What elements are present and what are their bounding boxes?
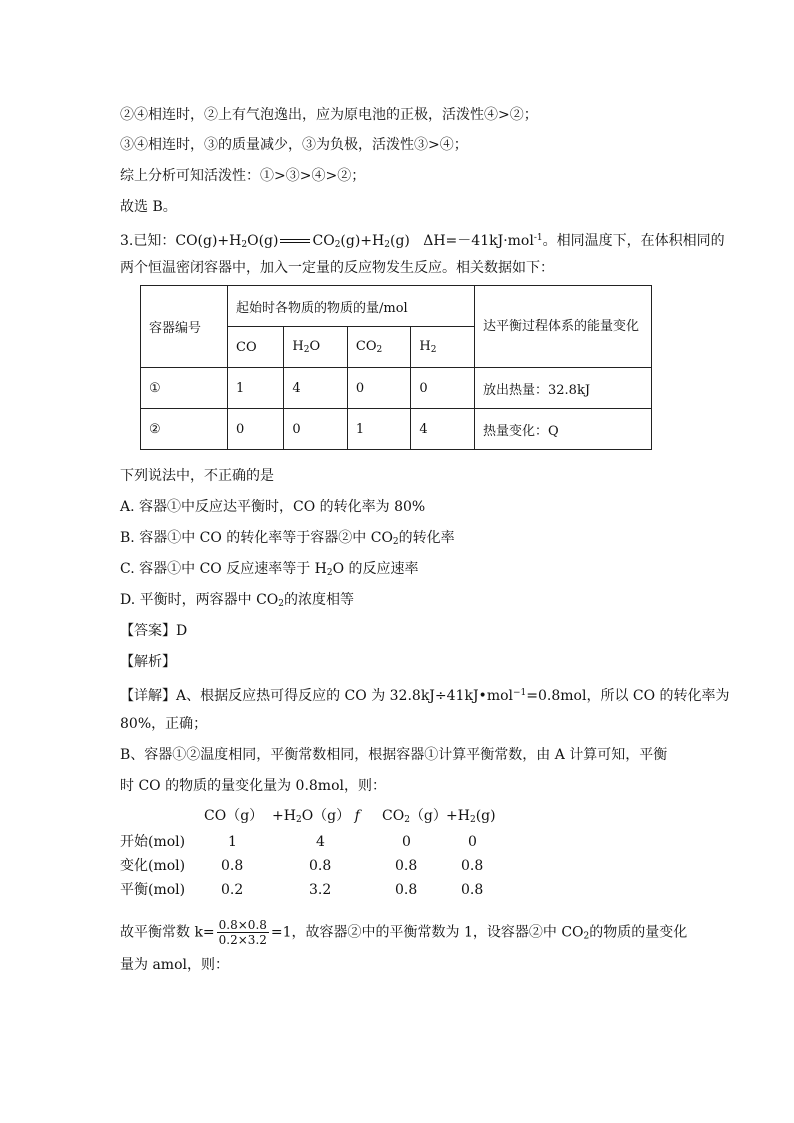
ice-header-h2o: $+H_2O(g)$ f — [272, 808, 360, 825]
text-line-4: 故选 B。 — [120, 199, 177, 215]
subheader-co: CO — [228, 327, 284, 368]
data-table — [140, 285, 652, 450]
ice-row-change-h2o: 0.8 — [309, 858, 332, 874]
option-c: C. 容器①中 CO 反应速率等于 $H_2O$ 的反应速率 — [120, 561, 419, 578]
row2-h2: 4 — [411, 409, 475, 450]
row2-h2o: 0 — [284, 409, 348, 450]
ice-row-change-co2: 0.8 — [395, 858, 418, 874]
question-prompt: 下列说法中，不正确的是 — [120, 468, 274, 484]
subheader-h2: $H_2$ — [411, 327, 475, 368]
row1-h2: 0 — [411, 368, 475, 409]
subheader-co2: $CO_2$ — [347, 327, 411, 368]
header-container-id: 容器编号 — [141, 286, 228, 368]
ice-row-equilibrium-label: 平衡(mol) — [120, 882, 186, 898]
equilibrium-arrow-icon — [280, 239, 310, 243]
detail-line-4: 时 CO 的物质的量变化量为 0.8mol，则： — [120, 778, 386, 794]
ice-row-start-h2o: 4 — [316, 834, 325, 850]
detail-line-2: 80%，正确； — [120, 716, 208, 732]
row1-energy: 放出热量：32.8kJ — [475, 368, 652, 409]
text-line-1: ②④相连时，②上有气泡逸出，应为原电池的正极，活泼性④>②； — [120, 107, 538, 123]
ice-row-change-label: 变化(mol) — [120, 858, 186, 874]
subheader-h2o: $H_2O$ — [284, 327, 348, 368]
ice-header-co: CO（g） — [204, 808, 264, 824]
ice-header-h2: $+H_2(g)$ — [446, 808, 496, 825]
equilibrium-constant-line: 故平衡常数 k= $\frac{0.8\times 0.8}{0.2\times 3.2}$ =1，故容器②中的平衡常数为 1，设容器②中 $CO_2$的物质的量变化 — [120, 918, 688, 947]
analysis-label: 【解析】 — [120, 654, 176, 670]
ice-row-equilibrium-co2: 0.8 — [395, 882, 418, 898]
ice-row-start-co2: 0 — [402, 834, 411, 850]
header-initial-amount: 起始时各物质的物质的量/mol — [228, 286, 475, 327]
row2-co2: 1 — [347, 409, 411, 450]
row1-co: 1 — [228, 368, 284, 409]
ice-row-change-co: 0.8 — [221, 858, 244, 874]
header-energy-change: 达平衡过程体系的能量变化 — [475, 286, 652, 368]
text-line-2: ③④相连时，③的质量减少，③为负极，活泼性③>④； — [120, 137, 468, 153]
final-line: 量为 amol，则： — [120, 957, 229, 973]
k-fraction: $\frac{0.8\times 0.8}{0.2\times 3.2}$ — [218, 918, 267, 947]
ice-row-equilibrium-h2o: 3.2 — [309, 882, 332, 898]
question-3-stem: 3.已知：$CO(g)+H_2O(g)$ $CO_2(g)+H_2(g)$ ΔH=－41kJ·mol$^{-1}$。相同温度下，在体积相同的 — [120, 233, 725, 250]
answer-label: 【答案】D — [120, 623, 188, 639]
row1-h2o: 4 — [284, 368, 348, 409]
detail-line-3: B、容器①②温度相同，平衡常数相同，根据容器①计算平衡常数，由 A 计算可知，平衡 — [120, 747, 668, 763]
row2-container-id: ② — [141, 409, 228, 450]
option-a: A. 容器①中反应达平衡时，CO 的转化率为 80% — [120, 499, 426, 515]
row2-energy: 热量变化：Q — [475, 409, 652, 450]
ice-row-start-label: 开始(mol) — [120, 834, 186, 850]
option-d: D. 平衡时，两容器中 $CO_2$的浓度相等 — [120, 592, 354, 609]
row1-container-id: ① — [141, 368, 228, 409]
ice-row-equilibrium-co: 0.2 — [221, 882, 244, 898]
ice-row-start-co: 1 — [228, 834, 237, 850]
question-3-stem-line-2: 两个恒温密闭容器中，加入一定量的反应物发生反应。相关数据如下： — [120, 260, 554, 276]
detail-line-1: 【详解】A、根据反应热可得反应的 CO 为 32.8kJ÷41kJ•mol$^{-1}$=0.8mol，所以 CO 的转化率为 — [120, 688, 730, 704]
row2-co: 0 — [228, 409, 284, 450]
ice-row-start-h2: 0 — [468, 834, 477, 850]
ice-row-equilibrium-h2: 0.8 — [461, 882, 484, 898]
ice-row-change-h2: 0.8 — [461, 858, 484, 874]
row1-co2: 0 — [347, 368, 411, 409]
option-b: B. 容器①中 CO 的转化率等于容器②中 $CO_2$的转化率 — [120, 530, 455, 547]
text-line-3: 综上分析可知活泼性：①>③>④>②； — [120, 168, 366, 184]
ice-header-co2: $CO_2(g)$ — [382, 808, 447, 825]
